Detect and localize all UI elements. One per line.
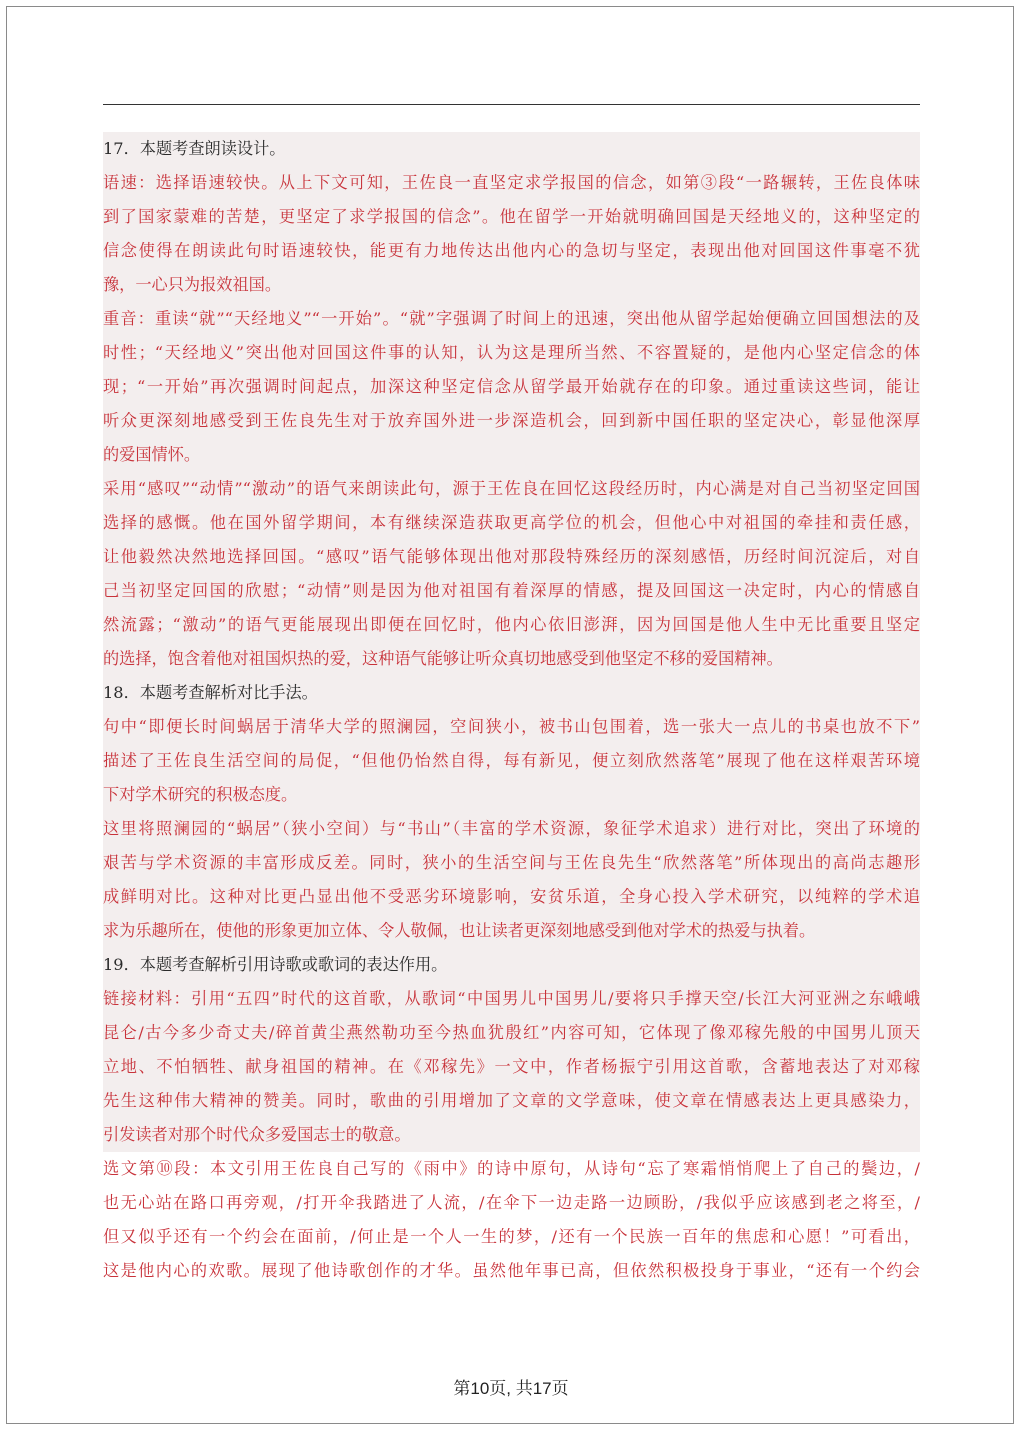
text-line: 这里将照澜园的“蜗居”（狭小空间）与“书山”（丰富的学术资源，象征学术追求）进行对比，突出了环境的 bbox=[103, 819, 920, 838]
text-line: 链接材料：引用“五四”时代的这首歌，从歌词“中国男儿中国男儿/要将只手撑天空/长江大河亚洲之东峨峨 bbox=[103, 989, 920, 1008]
question-18-heading: 18．本题考查解析对比手法。 bbox=[103, 683, 318, 702]
question-19-heading: 19．本题考查解析引用诗歌或歌词的表达作用。 bbox=[103, 955, 448, 974]
text-line: 但又似乎还有一个约会在面前，/何止是一个人一生的梦，/还有一个民族一百年的焦虑和心愿！”可看出， bbox=[103, 1227, 920, 1246]
text-line: 然流露；“激动”的语气更能展现出即便在回忆时，他内心依旧澎湃，因为回国是他人生中无比重要且坚定 bbox=[103, 615, 920, 634]
question-17-heading: 17．本题考查朗读设计。 bbox=[103, 139, 286, 158]
unshaded-block bbox=[103, 1152, 920, 1288]
text-line: 的爱国情怀。 bbox=[103, 445, 201, 464]
text-line: 采用“感叹”“动情”“激动”的语气来朗读此句，源于王佐良在回忆这段经历时，内心满是对自己当初坚定回国 bbox=[103, 479, 920, 498]
answer-content bbox=[103, 132, 920, 1288]
text-line: 立地、不怕牺牲、献身祖国的精神。在《邓稼先》一文中，作者杨振宁引用这首歌，含蓄地表达了对邓稼 bbox=[103, 1057, 920, 1076]
text-line: 到了国家蒙难的苦楚，更坚定了求学报国的信念”。他在留学一开始就明确回国是天经地义的，这种坚定的 bbox=[103, 207, 920, 226]
text-line: 听众更深刻地感受到王佐良先生对于放弃国外进一步深造机会，回到新中国任职的坚定决心，彰显他深厚 bbox=[103, 411, 920, 430]
text-line: 选择的感慨。他在国外留学期间，本有继续深造获取更高学位的机会，但他心中对祖国的牵挂和责任感， bbox=[103, 513, 920, 532]
text-line: 昆仑/古今多少奇丈夫/碎首黄尘燕然勒功至今热血犹殷红”内容可知，它体现了像邓稼先般的中国男儿顶天 bbox=[103, 1023, 920, 1042]
text-line: 豫，一心只为报效祖国。 bbox=[103, 275, 282, 294]
text-line: 下对学术研究的积极态度。 bbox=[103, 785, 298, 804]
highlighted-block bbox=[103, 132, 920, 1152]
text-line: 也无心站在路口再旁观，/打开伞我踏进了人流，/在伞下一边走路一边顾盼，/我似乎应该感到老之将至，/ bbox=[103, 1193, 920, 1212]
text-line: 成鲜明对比。这种对比更凸显出他不受恶劣环境影响，安贫乐道，全身心投入学术研究，以纯粹的学术追 bbox=[103, 887, 920, 906]
text-line: 求为乐趣所在，使他的形象更加立体、令人敬佩，也让读者更深刻地感受到他对学术的热爱与执着。 bbox=[103, 921, 816, 940]
header-rule bbox=[103, 104, 920, 105]
text-line: 描述了王佐良生活空间的局促，“但他仍怡然自得，每有新见，便立刻欣然落笔”展现了他在这样艰苦环境 bbox=[103, 751, 920, 770]
text-line: 时性；“天经地义”突出他对回国这件事的认知，认为这是理所当然、不容置疑的，是他内心坚定信念的体 bbox=[103, 343, 920, 362]
text-line: 选文第⑩段：本文引用王佐良自己写的《雨中》的诗中原句，从诗句“忘了寒霜悄悄爬上了自己的鬓边，/ bbox=[103, 1159, 920, 1178]
text-line: 艰苦与学术资源的丰富形成反差。同时，狭小的生活空间与王佐良先生“欣然落笔”所体现出的高尚志趣形 bbox=[103, 853, 920, 872]
text-line: 这是他内心的欢歌。展现了他诗歌创作的才华。虽然他年事已高，但依然积极投身于事业，“还有一个约会 bbox=[103, 1261, 920, 1280]
text-line: 引发读者对那个时代众多爱国志士的敬意。 bbox=[103, 1125, 411, 1144]
text-line: 让他毅然决然地选择回国。“感叹”语气能够体现出他对那段特殊经历的深刻感悟，历经时间沉淀后，对自 bbox=[103, 547, 920, 566]
page-number-footer: 第10页, 共17页 bbox=[453, 1379, 569, 1398]
text-line: 语速：选择语速较快。从上下文可知，王佐良一直坚定求学报国的信念，如第③段“一路辗转，王佐良体味 bbox=[103, 173, 920, 192]
text-line: 的选择，饱含着他对祖国炽热的爱，这种语气能够让听众真切地感受到他坚定不移的爱国精神。 bbox=[103, 649, 783, 668]
text-line: 己当初坚定回国的欣慰；“动情”则是因为他对祖国有着深厚的情感，提及回国这一决定时，内心的情感自 bbox=[103, 581, 920, 600]
text-line: 信念使得在朗读此句时语速较快，能更有力地传达出他内心的急切与坚定，表现出他对回国这件事毫不犹 bbox=[103, 241, 920, 260]
text-line: 重音：重读“就”“天经地义”“一开始”。“就”字强调了时间上的迅速，突出他从留学起始便确立回国想法的及 bbox=[103, 309, 920, 328]
text-line: 现；“一开始”再次强调时间起点，加深这种坚定信念从留学最开始就存在的印象。通过重读这些词，能让 bbox=[103, 377, 920, 396]
text-line: 先生这种伟大精神的赞美。同时，歌曲的引用增加了文章的文学意味，使文章在情感表达上更具感染力， bbox=[103, 1091, 920, 1110]
text-line: 句中“即便长时间蜗居于清华大学的照澜园，空间狭小，被书山包围着，选一张大一点儿的书桌也放不下” bbox=[103, 717, 920, 736]
